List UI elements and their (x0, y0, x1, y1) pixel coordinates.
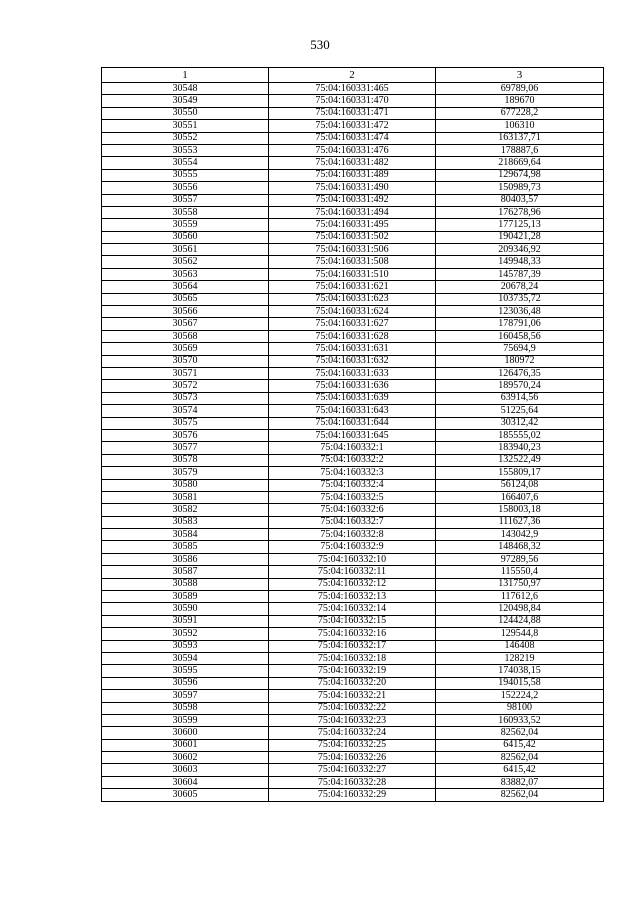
cadastral-number-cell: 75:04:160331:628 (269, 330, 436, 342)
row-number-cell: 30572 (102, 380, 269, 392)
cadastral-number-cell: 75:04:160332:8 (269, 529, 436, 541)
cadastral-number-cell: 75:04:160331:465 (269, 83, 436, 95)
table-row (102, 566, 604, 578)
value-cell: 98100 (436, 702, 604, 714)
row-number-cell: 30553 (102, 144, 269, 156)
table-row (102, 380, 604, 392)
cadastral-number-cell: 75:04:160331:470 (269, 95, 436, 107)
table-row (102, 578, 604, 590)
cadastral-number-cell: 75:04:160332:22 (269, 702, 436, 714)
value-cell: 128219 (436, 652, 604, 664)
value-cell: 177125,13 (436, 219, 604, 231)
value-cell: 120498,84 (436, 603, 604, 615)
cadastral-number-cell: 75:04:160332:27 (269, 764, 436, 776)
cadastral-number-cell: 75:04:160332:19 (269, 665, 436, 677)
row-number-cell: 30554 (102, 157, 269, 169)
table-row (102, 182, 604, 194)
table-row (102, 504, 604, 516)
table-row (102, 417, 604, 429)
cadastral-number-cell: 75:04:160332:15 (269, 615, 436, 627)
cadastral-number-cell: 75:04:160332:12 (269, 578, 436, 590)
row-number-cell: 30595 (102, 665, 269, 677)
value-cell: 160458,56 (436, 330, 604, 342)
table-row (102, 752, 604, 764)
table-row (102, 677, 604, 689)
value-cell: 20678,24 (436, 281, 604, 293)
cadastral-number-cell: 75:04:160332:18 (269, 652, 436, 664)
value-cell: 209346,92 (436, 244, 604, 256)
value-cell: 6415,42 (436, 764, 604, 776)
cadastral-number-cell: 75:04:160332:5 (269, 491, 436, 503)
cadastral-number-cell: 75:04:160331:644 (269, 417, 436, 429)
cadastral-number-cell: 75:04:160332:9 (269, 541, 436, 553)
table-row (102, 467, 604, 479)
cadastral-number-cell: 75:04:160332:13 (269, 591, 436, 603)
row-number-cell: 30596 (102, 677, 269, 689)
row-number-cell: 30561 (102, 244, 269, 256)
value-cell: 185555,02 (436, 429, 604, 441)
value-cell: 103735,72 (436, 293, 604, 305)
row-number-cell: 30567 (102, 318, 269, 330)
cadastral-number-cell: 75:04:160332:6 (269, 504, 436, 516)
row-number-cell: 30566 (102, 306, 269, 318)
table-row (102, 343, 604, 355)
row-number-cell: 30579 (102, 467, 269, 479)
cadastral-number-cell: 75:04:160332:14 (269, 603, 436, 615)
table-row (102, 355, 604, 367)
table-header (102, 68, 604, 83)
table-row (102, 405, 604, 417)
table-row (102, 714, 604, 726)
row-number-cell: 30558 (102, 206, 269, 218)
cadastral-number-cell: 75:04:160332:16 (269, 628, 436, 640)
cadastral-number-cell: 75:04:160331:492 (269, 194, 436, 206)
value-cell: 163137,71 (436, 132, 604, 144)
table-row (102, 776, 604, 788)
value-cell: 75694,9 (436, 343, 604, 355)
table-row (102, 479, 604, 491)
row-number-cell: 30556 (102, 182, 269, 194)
row-number-cell: 30577 (102, 442, 269, 454)
cadastral-number-cell: 75:04:160331:490 (269, 182, 436, 194)
table-row (102, 367, 604, 379)
value-cell: 189670 (436, 95, 604, 107)
row-number-cell: 30565 (102, 293, 269, 305)
cadastral-number-cell: 75:04:160332:25 (269, 739, 436, 751)
cadastral-number-cell: 75:04:160332:11 (269, 566, 436, 578)
table-row (102, 107, 604, 119)
row-number-cell: 30592 (102, 628, 269, 640)
value-cell: 124424,88 (436, 615, 604, 627)
row-number-cell: 30588 (102, 578, 269, 590)
cadastral-number-cell: 75:04:160331:623 (269, 293, 436, 305)
value-cell: 146408 (436, 640, 604, 652)
row-number-cell: 30599 (102, 714, 269, 726)
cadastral-number-cell: 75:04:160332:20 (269, 677, 436, 689)
value-cell: 190421,28 (436, 231, 604, 243)
row-number-cell: 30589 (102, 591, 269, 603)
cadastral-number-cell: 75:04:160332:17 (269, 640, 436, 652)
value-cell: 80403,57 (436, 194, 604, 206)
table-row (102, 144, 604, 156)
cadastral-number-cell: 75:04:160332:1 (269, 442, 436, 454)
row-number-cell: 30550 (102, 107, 269, 119)
cadastral-number-cell: 75:04:160331:472 (269, 120, 436, 132)
value-cell: 677228,2 (436, 107, 604, 119)
value-cell: 56124,08 (436, 479, 604, 491)
cadastral-number-cell: 75:04:160331:489 (269, 169, 436, 181)
value-cell: 194015,58 (436, 677, 604, 689)
row-number-cell: 30583 (102, 516, 269, 528)
cadastral-number-cell: 75:04:160332:3 (269, 467, 436, 479)
cadastral-number-cell: 75:04:160331:624 (269, 306, 436, 318)
table-row (102, 727, 604, 739)
table-row (102, 231, 604, 243)
row-number-cell: 30564 (102, 281, 269, 293)
table-row (102, 454, 604, 466)
row-number-cell: 30582 (102, 504, 269, 516)
cadastral-number-cell: 75:04:160331:506 (269, 244, 436, 256)
table-row (102, 157, 604, 169)
table-row (102, 281, 604, 293)
cadastral-number-cell: 75:04:160331:633 (269, 367, 436, 379)
table-body (102, 83, 604, 802)
cadastral-number-cell: 75:04:160331:632 (269, 355, 436, 367)
table-row (102, 293, 604, 305)
cadastral-number-cell: 75:04:160331:631 (269, 343, 436, 355)
value-cell: 83882,07 (436, 776, 604, 788)
table-row (102, 702, 604, 714)
table-row (102, 491, 604, 503)
table-row (102, 330, 604, 342)
row-number-cell: 30560 (102, 231, 269, 243)
row-number-cell: 30549 (102, 95, 269, 107)
table-row (102, 603, 604, 615)
value-cell: 131750,97 (436, 578, 604, 590)
row-number-cell: 30602 (102, 752, 269, 764)
table-row (102, 318, 604, 330)
cadastral-number-cell: 75:04:160331:482 (269, 157, 436, 169)
value-cell: 218669,64 (436, 157, 604, 169)
row-number-cell: 30584 (102, 529, 269, 541)
cadastral-number-cell: 75:04:160331:502 (269, 231, 436, 243)
cadastral-number-cell: 75:04:160332:4 (269, 479, 436, 491)
value-cell: 145787,39 (436, 268, 604, 280)
row-number-cell: 30575 (102, 417, 269, 429)
row-number-cell: 30598 (102, 702, 269, 714)
value-cell: 69789,06 (436, 83, 604, 95)
table-row (102, 429, 604, 441)
cadastral-number-cell: 75:04:160331:645 (269, 429, 436, 441)
table-row (102, 442, 604, 454)
row-number-cell: 30559 (102, 219, 269, 231)
cadastral-number-cell: 75:04:160331:627 (269, 318, 436, 330)
value-cell: 143042,9 (436, 529, 604, 541)
value-cell: 132522,49 (436, 454, 604, 466)
value-cell: 152224,2 (436, 690, 604, 702)
cadastral-number-cell: 75:04:160331:643 (269, 405, 436, 417)
cadastral-number-cell: 75:04:160332:29 (269, 789, 436, 801)
row-number-cell: 30571 (102, 367, 269, 379)
value-cell: 174038,15 (436, 665, 604, 677)
row-number-cell: 30578 (102, 454, 269, 466)
row-number-cell: 30573 (102, 392, 269, 404)
value-cell: 183940,23 (436, 442, 604, 454)
row-number-cell: 30563 (102, 268, 269, 280)
table-row (102, 640, 604, 652)
row-number-cell: 30576 (102, 429, 269, 441)
table-row (102, 132, 604, 144)
table-row (102, 206, 604, 218)
cadastral-number-cell: 75:04:160331:471 (269, 107, 436, 119)
column-header-1: 1 (102, 68, 269, 83)
row-number-cell: 30594 (102, 652, 269, 664)
cadastral-number-cell: 75:04:160332:10 (269, 553, 436, 565)
table-row (102, 615, 604, 627)
table-row (102, 628, 604, 640)
value-cell: 129544,8 (436, 628, 604, 640)
value-cell: 126476,35 (436, 367, 604, 379)
row-number-cell: 30604 (102, 776, 269, 788)
row-number-cell: 30570 (102, 355, 269, 367)
value-cell: 51225,64 (436, 405, 604, 417)
row-number-cell: 30580 (102, 479, 269, 491)
value-cell: 129674,98 (436, 169, 604, 181)
value-cell: 30312,42 (436, 417, 604, 429)
row-number-cell: 30569 (102, 343, 269, 355)
value-cell: 97289,56 (436, 553, 604, 565)
table-row (102, 764, 604, 776)
row-number-cell: 30574 (102, 405, 269, 417)
header-row (102, 68, 604, 83)
table-row (102, 392, 604, 404)
table-row (102, 120, 604, 132)
value-cell: 176278,96 (436, 206, 604, 218)
table-row (102, 789, 604, 801)
cadastral-number-cell: 75:04:160331:621 (269, 281, 436, 293)
cadastral-number-cell: 75:04:160332:2 (269, 454, 436, 466)
cadastral-number-cell: 75:04:160332:28 (269, 776, 436, 788)
page-number: 530 (310, 37, 330, 52)
cadastral-number-cell: 75:04:160331:639 (269, 392, 436, 404)
value-cell: 117612,6 (436, 591, 604, 603)
value-cell: 189570,24 (436, 380, 604, 392)
value-cell: 63914,56 (436, 392, 604, 404)
value-cell: 123036,48 (436, 306, 604, 318)
row-number-cell: 30587 (102, 566, 269, 578)
table-row (102, 665, 604, 677)
data-table (101, 67, 604, 802)
table-row (102, 553, 604, 565)
column-header-2: 2 (269, 68, 436, 83)
cadastral-number-cell: 75:04:160331:494 (269, 206, 436, 218)
table-row (102, 268, 604, 280)
value-cell: 155809,17 (436, 467, 604, 479)
table-row (102, 591, 604, 603)
cadastral-number-cell: 75:04:160331:510 (269, 268, 436, 280)
cadastral-number-cell: 75:04:160332:23 (269, 714, 436, 726)
cadastral-number-cell: 75:04:160332:7 (269, 516, 436, 528)
cadastral-number-cell: 75:04:160331:474 (269, 132, 436, 144)
column-header-3: 3 (436, 68, 604, 83)
table-row (102, 169, 604, 181)
value-cell: 178791,06 (436, 318, 604, 330)
value-cell: 160933,52 (436, 714, 604, 726)
table-row (102, 690, 604, 702)
value-cell: 158003,18 (436, 504, 604, 516)
cadastral-number-cell: 75:04:160331:636 (269, 380, 436, 392)
value-cell: 148468,32 (436, 541, 604, 553)
value-cell: 106310 (436, 120, 604, 132)
cadastral-number-cell: 75:04:160332:21 (269, 690, 436, 702)
row-number-cell: 30568 (102, 330, 269, 342)
value-cell: 6415,42 (436, 739, 604, 751)
row-number-cell: 30548 (102, 83, 269, 95)
value-cell: 166407,6 (436, 491, 604, 503)
value-cell: 149948,33 (436, 256, 604, 268)
cadastral-number-cell: 75:04:160331:495 (269, 219, 436, 231)
table-row (102, 541, 604, 553)
row-number-cell: 30557 (102, 194, 269, 206)
value-cell: 180972 (436, 355, 604, 367)
table-row (102, 244, 604, 256)
row-number-cell: 30593 (102, 640, 269, 652)
value-cell: 82562,04 (436, 789, 604, 801)
row-number-cell: 30551 (102, 120, 269, 132)
row-number-cell: 30552 (102, 132, 269, 144)
table-row (102, 516, 604, 528)
value-cell: 111627,36 (436, 516, 604, 528)
row-number-cell: 30562 (102, 256, 269, 268)
cadastral-number-cell: 75:04:160331:476 (269, 144, 436, 156)
row-number-cell: 30601 (102, 739, 269, 751)
table-row (102, 529, 604, 541)
value-cell: 82562,04 (436, 752, 604, 764)
table-row (102, 194, 604, 206)
row-number-cell: 30585 (102, 541, 269, 553)
row-number-cell: 30581 (102, 491, 269, 503)
row-number-cell: 30590 (102, 603, 269, 615)
row-number-cell: 30597 (102, 690, 269, 702)
row-number-cell: 30555 (102, 169, 269, 181)
table-row (102, 83, 604, 95)
row-number-cell: 30586 (102, 553, 269, 565)
value-cell: 115550,4 (436, 566, 604, 578)
table-row (102, 219, 604, 231)
row-number-cell: 30605 (102, 789, 269, 801)
table-row (102, 739, 604, 751)
row-number-cell: 30603 (102, 764, 269, 776)
value-cell: 178887,6 (436, 144, 604, 156)
cadastral-number-cell: 75:04:160332:24 (269, 727, 436, 739)
row-number-cell: 30591 (102, 615, 269, 627)
table-row (102, 256, 604, 268)
table-row (102, 95, 604, 107)
table-row (102, 652, 604, 664)
cadastral-number-cell: 75:04:160331:508 (269, 256, 436, 268)
row-number-cell: 30600 (102, 727, 269, 739)
table-row (102, 306, 604, 318)
value-cell: 82562,04 (436, 727, 604, 739)
cadastral-number-cell: 75:04:160332:26 (269, 752, 436, 764)
value-cell: 150989,73 (436, 182, 604, 194)
